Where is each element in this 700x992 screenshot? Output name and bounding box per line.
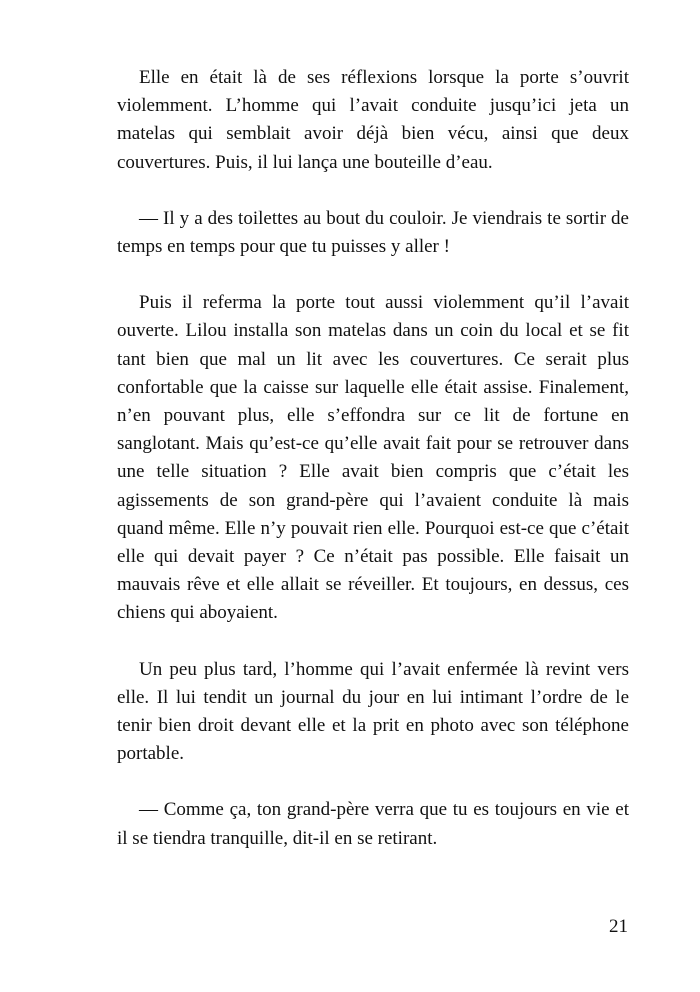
page-number: 21 bbox=[609, 916, 628, 937]
paragraph-1: Elle en était là de ses réflexions lorsque la porte s’ouvrit violemment. L’homme qui l’avait conduite jusqu’ici jeta un matelas qui semblait avoir déjà bien vécu, ainsi que deux couvertures. Puis, il lui lança une bouteille d’eau. bbox=[117, 67, 629, 173]
paragraph-4: Un peu plus tard, l’homme qui l’avait enfermée là revint vers elle. Il lui tendit un journal du jour en lui intimant l’ordre de le tenir bien droit devant elle et la prit en photo avec son téléphone portable. bbox=[117, 658, 629, 765]
paragraph-3: Puis il referma la porte tout aussi violemment qu’il l’avait ouverte. Lilou installa son matelas dans un coin du local et se fit tant bien que mal un lit avec les couvertures. Ce serait plus confortable que la caisse sur laquelle elle était assise. Finalement, n’en pouvant plus, elle s’effondra sur ce lit de fortune en sanglotant. Mais qu’est-ce qu’elle avait fait pour se retrouver dans une telle situation ? Elle avait bien compris que c’était les agissements de son grand-père qui l’avaient conduite là mais quand même. Elle n’y pouvait rien elle. Pourquoi est-ce que c’était elle qui devait payer ? Ce n’était pas possible. Elle faisait un mauvais rêve et elle allait se réveiller. Et toujours, en dessus, ces chiens qui aboyaient. bbox=[117, 292, 629, 624]
paragraph-2: — Il y a des toilettes au bout du couloir. Je viendrais te sortir de temps en temps pour que tu puisses y aller ! bbox=[117, 207, 629, 258]
paragraph-5: — Comme ça, ton grand-père verra que tu es toujours en vie et il se tiendra tranquille, dit-il en se retirant. bbox=[117, 799, 629, 849]
page-body bbox=[117, 64, 629, 881]
